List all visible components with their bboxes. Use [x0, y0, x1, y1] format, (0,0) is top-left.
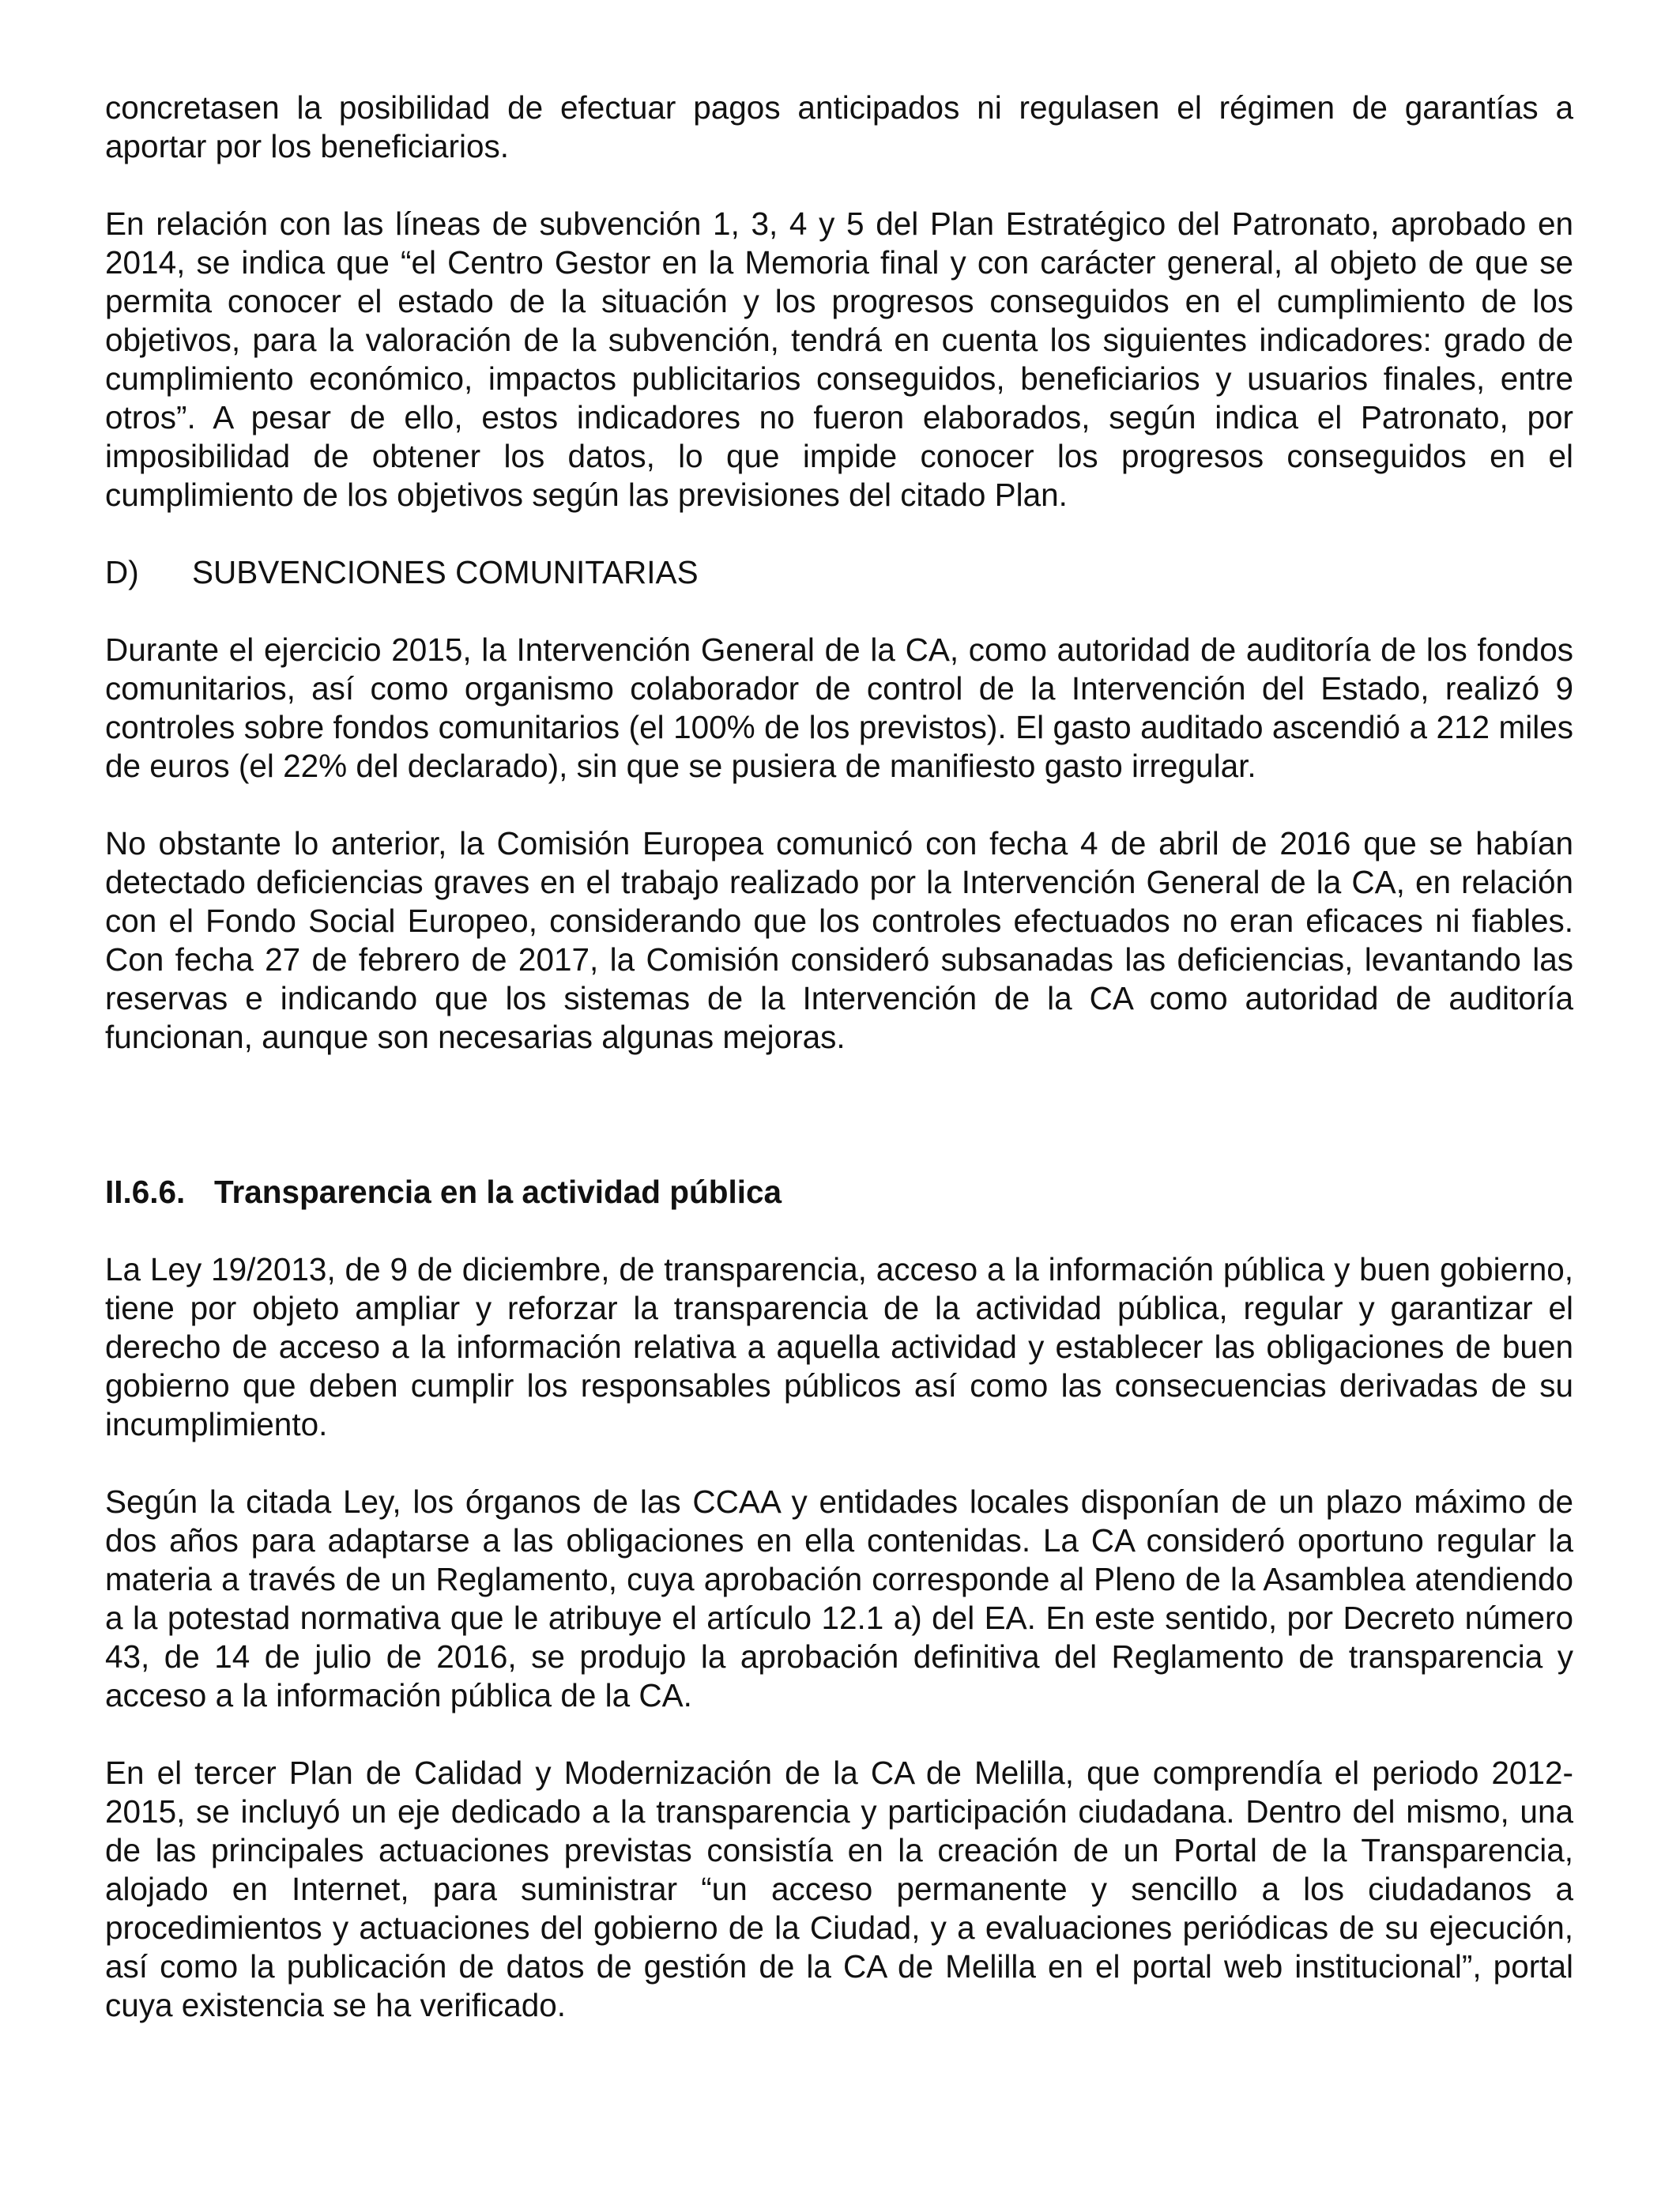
document-page — [105, 89, 1573, 2064]
section-title: Transparencia en la actividad pública — [214, 1174, 782, 1210]
paragraph-comision-europea: No obstante lo anterior, la Comisión Europea comunicó con fecha 4 de abril de 2016 que se habían detectado deficiencias graves en el trabajo realizado por la Intervención General de la CA, en relación con el Fondo Social Europeo, considerando que los controles efectuados no eran eficaces ni fiables. Con fecha 27 de febrero de 2017, la Comisión consideró subsanadas las deficiencias, levantando las reservas e indicando que los sistemas de la Intervención de la CA como autoridad de auditoría funcionan, aunque son necesarias algunas mejoras. — [105, 825, 1573, 1055]
paragraph-reglamento: Según la citada Ley, los órganos de las CCAA y entidades locales disponían de un plazo máximo de dos años para adaptarse a las obligaciones en ella contenidas. La CA consideró oportuno regular la materia a través de un Reglamento, cuya aprobación corresponde al Pleno de la Asamblea atendiendo a la potestad normativa que le atribuye el artículo 12.1 a) del EA. En este sentido, por Decreto número 43, de 14 de julio de 2016, se produjo la aprobación definitiva del Reglamento de transparencia y acceso a la información pública de la CA. — [105, 1483, 1573, 1713]
paragraph-continuation: concretasen la posibilidad de efectuar pagos anticipados ni regulasen el régimen de garantías a aportar por los beneficiarios. — [105, 89, 1573, 164]
section-heading-d — [105, 553, 1573, 592]
section-spacer — [105, 1095, 1573, 1173]
section-d-title: SUBVENCIONES COMUNITARIAS — [192, 554, 699, 590]
paragraph-controles-fondos: Durante el ejercicio 2015, la Intervención General de la CA, como autoridad de auditoría de los fondos comunitarios, así como organismo colaborador de control de la Intervención del Estado, realizó 9 controles sobre fondos comunitarios (el 100% de los previstos). El gasto auditado ascendió a 212 miles de euros (el 22% del declarado), sin que se pusiera de manifiesto gasto irregular. — [105, 631, 1573, 784]
paragraph-plan-estrategico: En relación con las líneas de subvención 1, 3, 4 y 5 del Plan Estratégico del Patronato, aprobado en 2014, se indica que “el Centro Gestor en la Memoria final y con carácter general, al objeto de que se permita conocer el estado de la situación y los progresos conseguidos en el cumplimiento de los objetivos, para la valoración de la subvención, tendrá en cuenta los siguientes indicadores: grado de cumplimiento económico, impactos publicitarios conseguidos, beneficiarios y usuarios finales, entre otros”. A pesar de ello, estos indicadores no fueron elaborados, según indica el Patronato, por imposibilidad de obtener los datos, lo que impide conocer los progresos conseguidos en el cumplimiento de los objetivos según las previsiones del citado Plan. — [105, 205, 1573, 513]
section-d-letter: D) — [105, 554, 139, 590]
paragraph-plan-calidad: En el tercer Plan de Calidad y Modernización de la CA de Melilla, que comprendía el periodo 2012-2015, se incluyó un eje dedicado a la transparencia y participación ciudadana. Dentro del mismo, una de las principales actuaciones previstas consistía en la creación de un Portal de la Transparencia, alojado en Internet, para suministrar “un acceso permanente y sencillo a los ciudadanos a procedimientos y actuaciones del gobierno de la Ciudad, y a evaluaciones periódicas de su ejecución, así como la publicación de datos de gestión de la CA de Melilla en el portal web institucional”, portal cuya existencia se ha verificado. — [105, 1755, 1573, 2023]
paragraph-ley-transparencia: La Ley 19/2013, de 9 de diciembre, de transparencia, acceso a la información pública y buen gobierno, tiene por objeto ampliar y reforzar la transparencia de la actividad pública, regular y garantizar el derecho de acceso a la información relativa a aquella actividad y establecer las obligaciones de buen gobierno que deben cumplir los responsables públicos así como las consecuencias derivadas de su incumplimiento. — [105, 1251, 1573, 1442]
section-number: II.6.6. — [105, 1174, 186, 1210]
section-heading-transparencia — [105, 1173, 1573, 1212]
